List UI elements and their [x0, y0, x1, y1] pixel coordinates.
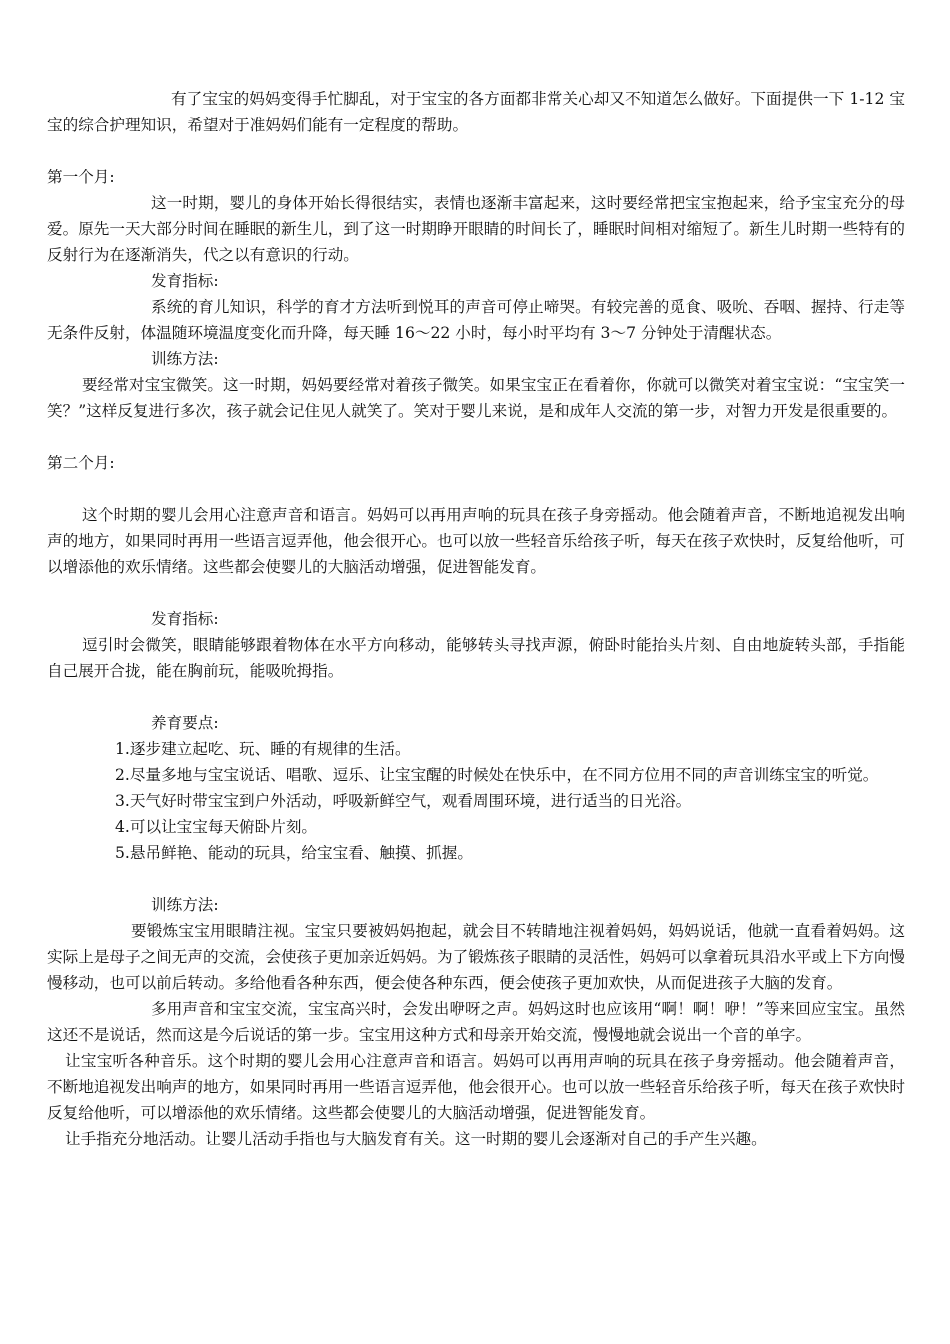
month2-train-paragraph: 要锻炼宝宝用眼睛注视。宝宝只要被妈妈抱起，就会目不转睛地注视着妈妈，妈妈说话，他就一直看着妈妈。这实际上是母子之间无声的交流，会使孩子更加亲近妈妈。为了锻炼孩子眼睛的灵活性，妈妈可以拿着玩具沿水平或上下方向慢慢移动，也可以前后转动。多给他看各种东西，便会使各种东西，便会使孩子更加欢快，从而促进孩子大脑的发育。	[47, 922, 905, 992]
care-item: 3.天气好时带宝宝到户外活动，呼吸新鲜空气，观看周围环境，进行适当的日光浴。	[115, 792, 692, 810]
month2-dev-heading: 发育指标:	[151, 610, 219, 628]
month2-dev-text: 逗引时会微笑，眼睛能够跟着物体在水平方向移动，能够转头寻找声源，俯卧时能抬头片刻、自由地旋转头部，手指能自己展开合拢，能在胸前玩，能吸吮拇指。	[47, 636, 905, 680]
care-item: 2.尽量多地与宝宝说话、唱歌、逗乐、让宝宝醒的时候处在快乐中，在不同方位用不同的声音训练宝宝的听觉。	[115, 766, 879, 784]
month1-dev-text: 系统的育儿知识，科学的育才方法听到悦耳的声音可停止啼哭。有较完善的觅食、吸吮、吞咽、握持、行走等无条件反射，体温随环境温度变化而升降，每天睡 16～22 小时，每小时平均有 3～7 分钟处于清醒状态。	[47, 298, 905, 342]
care-item: 4.可以让宝宝每天俯卧片刻。	[115, 818, 318, 836]
month1-description: 这一时期，婴儿的身体开始长得很结实，表情也逐渐丰富起来，这时要经常把宝宝抱起来，给予宝宝充分的母爱。原先一天大部分时间在睡眠的新生儿，到了这一时期睁开眼睛的时间长了，睡眠时间相对缩短了。新生儿时期一些特有的反射行为在逐渐消失，代之以有意识的行动。	[47, 194, 905, 264]
month2-description: 这个时期的婴儿会用心注意声音和语言。妈妈可以再用声响的玩具在孩子身旁摇动。他会随着声音，不断地追视发出响声的地方，如果同时再用一些语言逗弄他，他会很开心。也可以放一些轻音乐给孩子听，每天在孩子欢快时，反复给他听，可以增添他的欢乐情绪。这些都会使婴儿的大脑活动增强，促进智能发育。	[47, 506, 905, 576]
care-item: 1.逐步建立起吃、玩、睡的有规律的生活。	[115, 740, 411, 758]
month2-heading: 第二个月:	[47, 454, 115, 472]
month1-train-text: 要经常对宝宝微笑。这一时期，妈妈要经常对着孩子微笑。如果宝宝正在看着你，你就可以微笑对着宝宝说：“宝宝笑一笑？”这样反复进行多次，孩子就会记住见人就笑了。笑对于婴儿来说，是和成年人交流的第一步，对智力开发是很重要的。	[47, 376, 905, 420]
document-page	[47, 86, 905, 1152]
intro-paragraph: 有了宝宝的妈妈变得手忙脚乱，对于宝宝的各方面都非常关心却又不知道怎么做好。下面提供一下 1-12 宝宝的综合护理知识，希望对于准妈妈们能有一定程度的帮助。	[47, 90, 905, 134]
month1-train-heading: 训练方法:	[151, 350, 219, 368]
month2-care-heading: 养育要点:	[151, 714, 219, 732]
month2-train-heading: 训练方法:	[151, 896, 219, 914]
month1-dev-heading: 发育指标:	[151, 272, 219, 290]
month2-train-paragraph: 让宝宝听各种音乐。这个时期的婴儿会用心注意声音和语言。妈妈可以再用声响的玩具在孩子身旁摇动。他会随着声音，不断地追视发出响声的地方，如果同时再用一些语言逗弄他，他会很开心。也可以放一些轻音乐给孩子听，每天在孩子欢快时反复给他听，可以增添他的欢乐情绪。这些都会使婴儿的大脑活动增强，促进智能发育。	[47, 1052, 905, 1122]
month2-train-paragraph: 多用声音和宝宝交流，宝宝高兴时，会发出咿呀之声。妈妈这时也应该用“啊！啊！咿！”等来回应宝宝。虽然这还不是说话，然而这是今后说话的第一步。宝宝用这种方式和母亲开始交流，慢慢地就会说出一个音的单字。	[47, 1000, 905, 1044]
care-item: 5.悬吊鲜艳、能动的玩具，给宝宝看、触摸、抓握。	[115, 844, 473, 862]
month2-train-paragraph: 让手指充分地活动。让婴儿活动手指也与大脑发育有关。这一时期的婴儿会逐渐对自己的手产生兴趣。	[65, 1130, 767, 1148]
month1-heading: 第一个月:	[47, 168, 115, 186]
